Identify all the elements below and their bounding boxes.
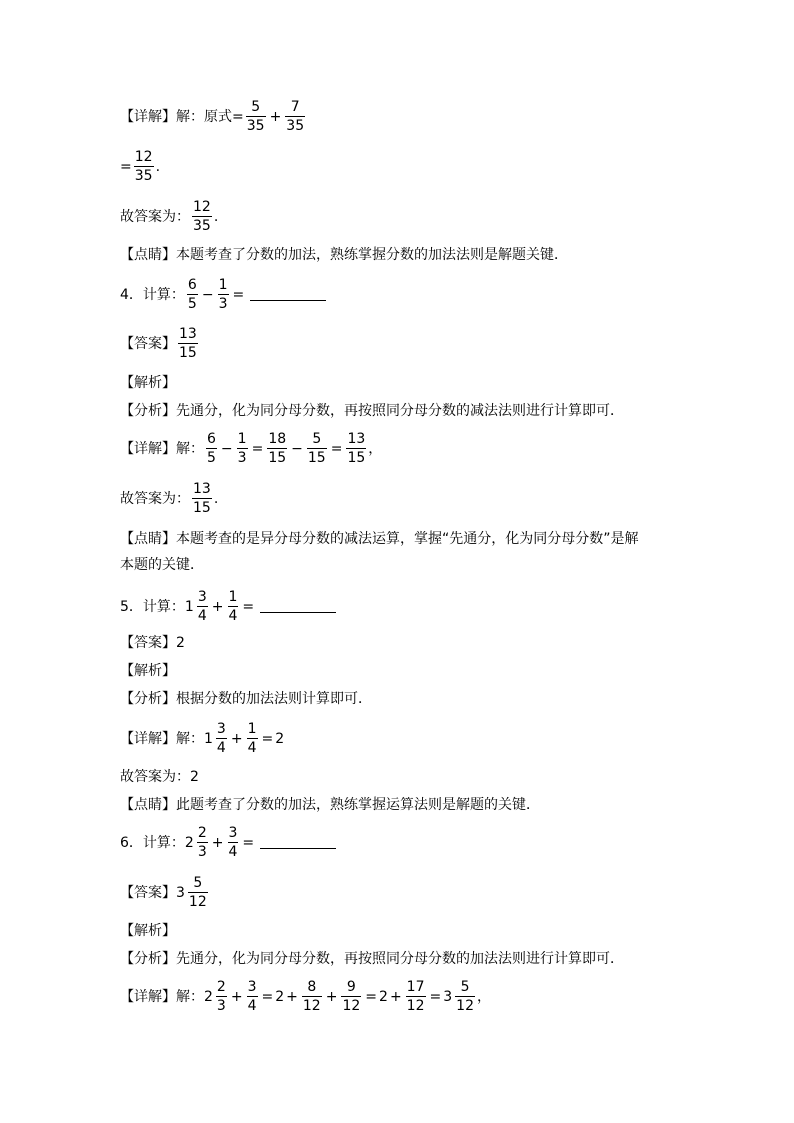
q3-answer-line: 故答案为： $\frac{12}{35}$ . bbox=[120, 199, 219, 234]
q3-tip: 【点睛】本题考查了分数的加法，熟练掌握分数的加法法则是解题关键． bbox=[120, 247, 568, 263]
fraction: $\frac{18}{15}$ bbox=[268, 431, 287, 466]
fraction: $\frac{5}{12}$ bbox=[456, 979, 474, 1014]
q4-tip: 【点睛】本题考查的是异分母分数的减法运算，掌握“先通分，化为同分母分数”是解本题的关键． bbox=[120, 531, 639, 573]
fraction: $\frac{1}{3}$ bbox=[218, 277, 228, 312]
fraction: $\frac{2}{3}$ bbox=[197, 825, 207, 860]
q3-detail-line: 【详解】 解：原式= $\frac{5}{35}$ + $\frac{7}{35}$ bbox=[120, 99, 305, 134]
answer-blank[interactable] bbox=[260, 836, 336, 849]
q4-answer: 【答案】 $\frac{13}{15}$ bbox=[120, 326, 197, 361]
fraction: $\frac{1}{4}$ bbox=[247, 721, 257, 756]
answer-blank[interactable] bbox=[250, 288, 326, 301]
q5-final: 故答案为：2 bbox=[120, 769, 199, 785]
q6-question: 6．计算： 2 $\frac{2}{3}$ + $\frac{3}{4}$ = bbox=[120, 826, 754, 859]
fraction: $\frac{3}{4}$ bbox=[247, 979, 257, 1014]
fraction: $\frac{5}{35}$ bbox=[246, 99, 265, 134]
q4-analysis-label: 【解析】 bbox=[120, 375, 176, 391]
fraction: $\frac{5}{15}$ bbox=[307, 431, 326, 466]
q4-final: 故答案为： $\frac{13}{15}$ . bbox=[120, 481, 219, 516]
fraction: $\frac{13}{15}$ bbox=[193, 481, 211, 516]
fraction: $\frac{12}{35}$ bbox=[193, 199, 211, 234]
fraction: $\frac{12}{35}$ bbox=[134, 149, 153, 184]
detail-prefix: 解：原式= bbox=[176, 108, 244, 125]
fraction: $\frac{9}{12}$ bbox=[342, 979, 361, 1014]
q4-analysis: 【分析】先通分，化为同分母分数，再按照同分母分数的减法法则进行计算即可． bbox=[120, 403, 624, 419]
q5-answer: 【答案】2 bbox=[120, 635, 185, 651]
fraction: $\frac{8}{12}$ bbox=[302, 979, 321, 1014]
q5-detail: 【详解】解： 1 $\frac{3}{4}$ + $\frac{1}{4}$ = 2 bbox=[120, 721, 285, 756]
q5-analysis: 【分析】根据分数的加法法则计算即可． bbox=[120, 691, 372, 707]
fraction: $\frac{13}{15}$ bbox=[179, 326, 197, 361]
fraction: $\frac{2}{3}$ bbox=[216, 979, 226, 1014]
fraction: $\frac{7}{35}$ bbox=[286, 99, 305, 134]
fraction: $\frac{17}{12}$ bbox=[406, 979, 425, 1014]
fraction: $\frac{3}{4}$ bbox=[197, 589, 207, 624]
q4-detail: 【详解】解： $\frac{6}{5}$ − $\frac{1}{3}$ = $\frac{18}{15}$ − $\frac{5}{15}$ = $\frac{13}{15}$ ， bbox=[120, 431, 383, 466]
fraction: $\frac{13}{15}$ bbox=[347, 431, 366, 466]
q5-question: 5．计算： 1 $\frac{3}{4}$ + $\frac{1}{4}$ = bbox=[120, 590, 754, 623]
fraction: $\frac{3}{4}$ bbox=[228, 825, 238, 860]
q4-question: 4．计算： $\frac{6}{5}$ − $\frac{1}{3}$ = bbox=[120, 278, 754, 311]
fraction: $\frac{1}{4}$ bbox=[228, 589, 238, 624]
fraction: $\frac{6}{5}$ bbox=[207, 431, 216, 466]
q6-analysis-label: 【解析】 bbox=[120, 923, 176, 939]
fraction: $\frac{3}{4}$ bbox=[216, 721, 226, 756]
q6-analysis: 【分析】先通分，化为同分母分数，再按照同分母分数的加法法则进行计算即可． bbox=[120, 951, 624, 967]
fraction: $\frac{6}{5}$ bbox=[187, 277, 197, 312]
q5-analysis-label: 【解析】 bbox=[120, 663, 176, 679]
detail-label: 【详解】 bbox=[120, 108, 176, 125]
answer-blank[interactable] bbox=[260, 600, 336, 613]
q3-result-line: = $\frac{12}{35}$ . bbox=[120, 149, 161, 184]
q6-answer: 【答案】 3 $\frac{5}{12}$ bbox=[120, 875, 207, 910]
q5-tip: 【点睛】此题考查了分数的加法，熟练掌握运算法则是解题的关键． bbox=[120, 797, 540, 813]
fraction: $\frac{5}{12}$ bbox=[188, 875, 207, 910]
q6-detail: 【详解】解： 2 $\frac{2}{3}$ + $\frac{3}{4}$ = 2 + $\frac{8}{12}$ + $\frac{9}{12}$ = 2 + $\frac{17}{12}$ = 3 $\frac{5}{12}$ ， bbox=[120, 979, 491, 1014]
fraction: $\frac{1}{3}$ bbox=[237, 431, 247, 466]
